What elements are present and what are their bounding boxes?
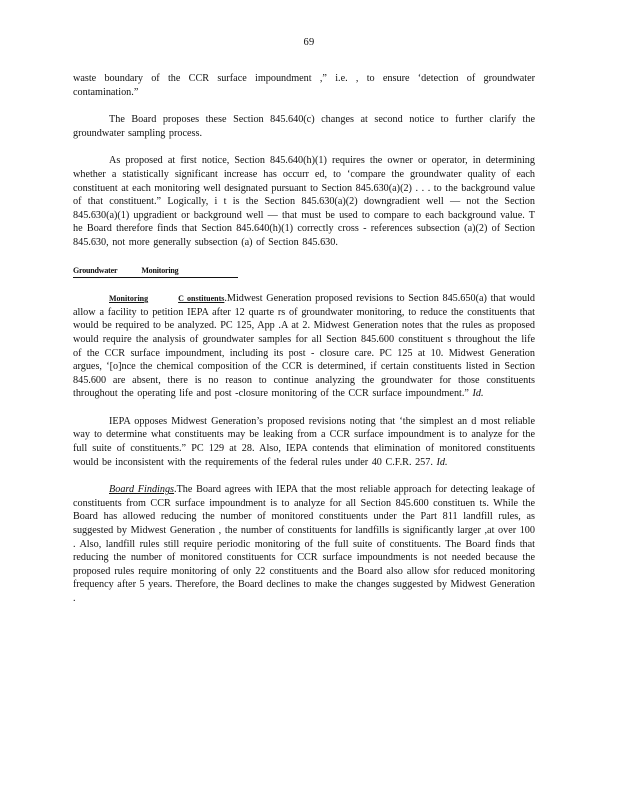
subheading-part2: C onstituents [178, 294, 225, 304]
paragraph-iepa-opposes [73, 415, 535, 469]
subheading [109, 294, 224, 303]
citation-id: Id. [436, 456, 448, 468]
section-heading [73, 264, 535, 279]
board-findings-label: Board Findings [109, 484, 175, 496]
paragraph-midwest-text: .Midwest Generation proposed revisions to Section 845.650(a) that would allow a facility to petition IEPA after 12 quarte rs of groundwater monitoring, to reduce the constituents that would be required to be analyzed. PC 125, App .A at 2. Midwest Generation notes that the rules as proposed would require the analysis of groundwater samples for all Section 845.600 constituent s throughout the life of the CCR surface impoundment, including its post - closure care. PC 125 at 10. Midwest Generation argues, ‘[o]nce the chemical composition of the CCR is determined, if certain constituents listed in Section 845.600 are absent, there is no reason to continue analyzing the groundwater for those constituents throughout the operating life and post -closure monitoring of the CCR surface impoundment.” [73, 293, 535, 400]
paragraph-iepa-text: IEPA opposes Midwest Generation’s proposed revisions noting that ‘the simplest an d most reliable way to determine what constituents may be leaking from a CCR surface impoundment is to analyze for the full suite of constituents.” PC 129 at 28. Also, IEPA contends that elimination of monitored constituents would be inconsistent with the requirements of the federal rules under 40 C.F.R. 257. [73, 415, 535, 468]
paragraph-board-proposes: The Board proposes these Section 845.640(c) changes at second notice to further clarify the groundwater sampling process. [73, 114, 535, 139]
section-heading-part2: Monitoring [141, 265, 179, 275]
document-body [73, 72, 535, 620]
section-heading-part1: Groundwater [73, 265, 118, 275]
citation-id: Id. [472, 388, 484, 400]
subheading-part1: Monitoring [109, 294, 149, 304]
page-number: 69 [303, 37, 315, 48]
paragraph-continued: waste boundary of the CCR surface impoundment ,” i.e. , to ensure ‘detection of groundwater contamination.” [73, 73, 535, 98]
paragraph-first-notice: As proposed at first notice, Section 845.640(h)(1) requires the owner or operator, in determining whether a statistically significant increase has occurr ed, to ‘compare the groundwater quality of each constituent at each monitoring well designated pursuant to Section 845.630(a)(2) . . . to the background value of that constituent.” Logically, i t is the Section 845.630(a)(2) downgradient well — not the Section 845.630(a)(1) upgradient or background well — that must be used to compare to each background value. T he Board therefore finds that Section 845.640(h)(1) correctly cross - references subsection (a)(2) of Section 845.630, not more generally subsection (a) of Section 845.630. [73, 155, 535, 248]
paragraph-midwest-generation [73, 292, 535, 401]
paragraph-board-findings-text: .The Board agrees with IEPA that the most reliable approach for detecting leakage of constituents from CCR surface impoundment is to analyze for all Section 845.600 constituen ts. While the Board has allowed reducing the number of monitored constituents under the Part 811 landfill rules, as suggested by Midwest Generation , the number of constituents for landfills is significantly larger ,at over 100 . Also, landfill rules still require periodic monitoring of the full suite of constituents. The Board finds that reducing the number of monitored constituents for CCR surface impoundments is not needed because the proposed rules require monitoring of only 22 constituents and the Board also allow sfor reduced monitoring frequency after 5 years. Therefore, the Board declines to make the changes suggested by Midwest Generation . [73, 484, 535, 604]
paragraph-board-findings [73, 483, 535, 605]
section-heading-underline [73, 264, 238, 279]
